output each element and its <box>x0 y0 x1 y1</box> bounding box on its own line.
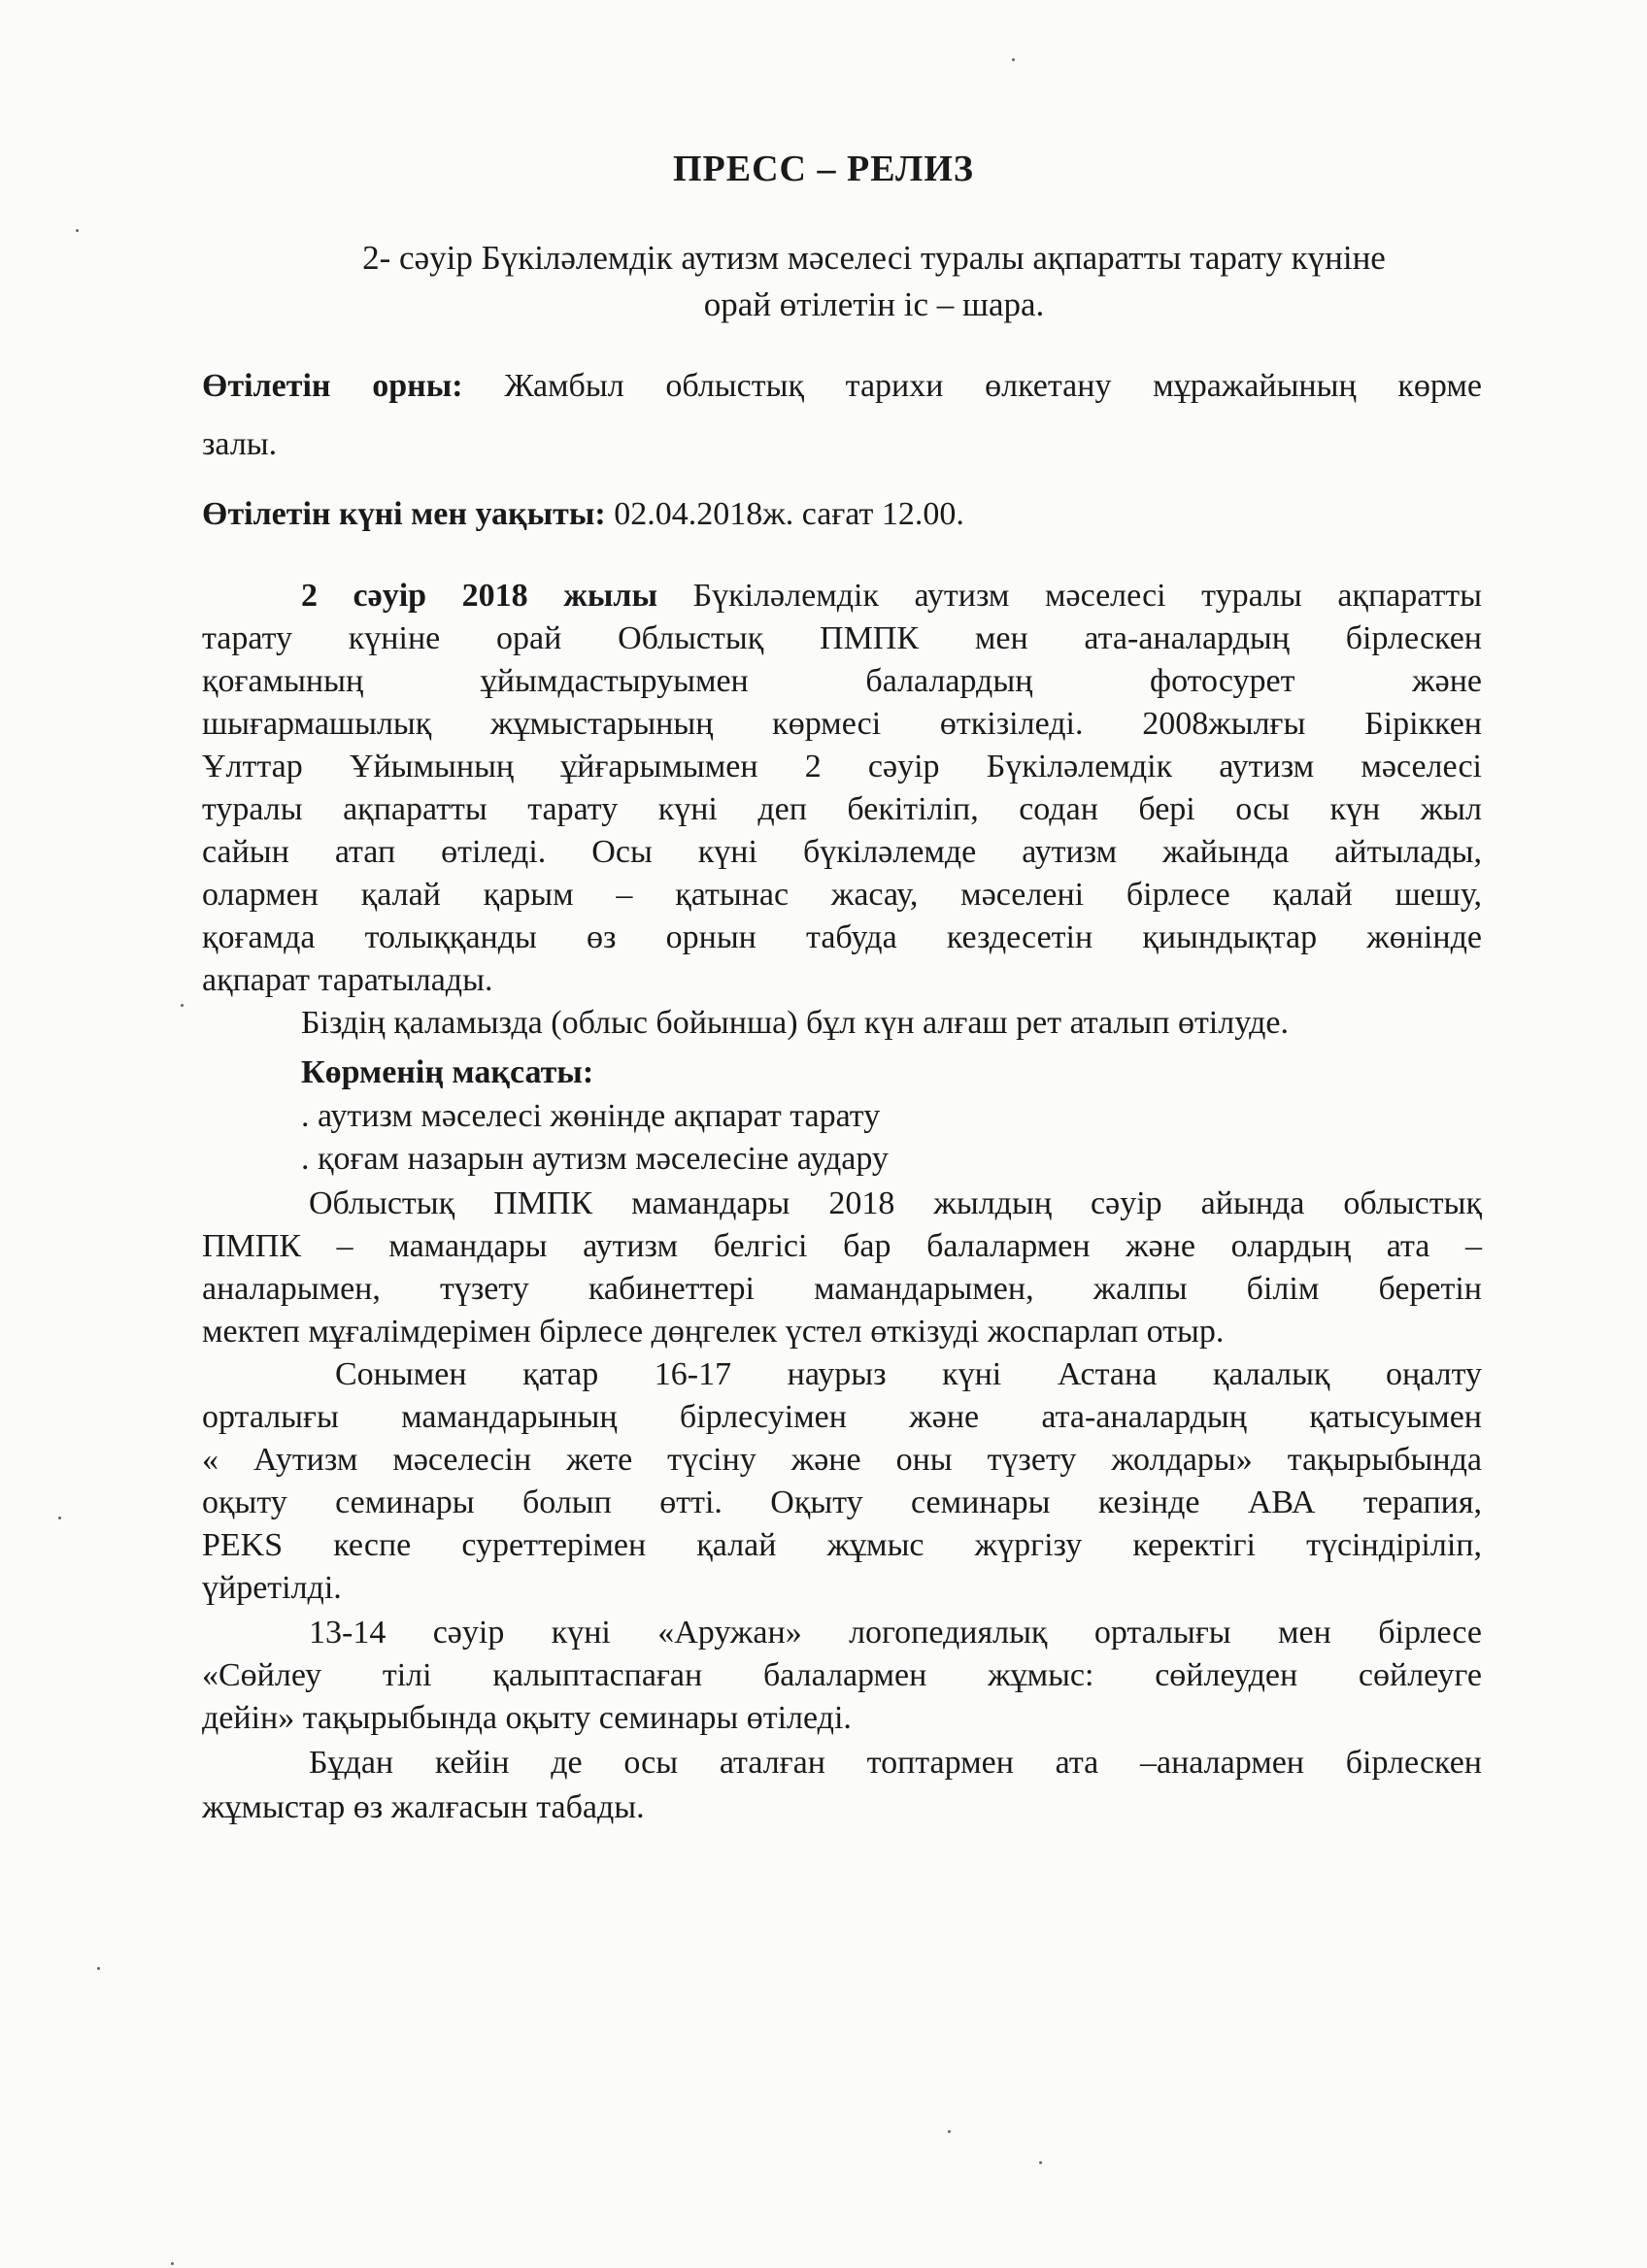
scan-speck <box>171 2262 174 2265</box>
para1-line-6: туралы ақпаратты тарату күні деп бекітіліп, содан бері осы күн жыл <box>202 791 1482 827</box>
scan-speck <box>1039 2161 1042 2164</box>
para1-line-2: тарату күніне орай Облыстық ПМПК мен ата-аналардың бірлескен <box>202 620 1482 656</box>
goals-heading: Көрменің мақсаты: <box>301 1054 594 1090</box>
para5-line-2: «Сөйлеу тілі қалыптаспаған балалармен жұмыс: сөйлеуден сөйлеуге <box>202 1657 1482 1693</box>
para1-line-9: қоғамда толыққанды өз орнын табуда кездесетін қиындықтар жөнінде <box>202 919 1482 955</box>
document-subtitle <box>243 235 1505 328</box>
datetime-value: 02.04.2018ж. сағат 12.00. <box>605 496 964 532</box>
para4-line-4: оқыту семинары болып өтті. Оқыту семинары кезінде АВА терапия, <box>202 1484 1482 1520</box>
datetime-label: Өтілетін күні мен уақыты: <box>202 496 606 532</box>
para1-lead: 2 сәуір 2018 жылы <box>301 578 658 614</box>
para3-line-4: мектеп мұғалімдерімен бірлесе дөңгелек үстел өткізуді жоспарлап отыр. <box>202 1314 1225 1350</box>
para6-line-2: жұмыстар өз жалғасын табады. <box>202 1789 645 1825</box>
para4-line-5: PEKS кеспе суреттерімен қалай жұмыс жүргізу керектігі түсіндіріліп, <box>202 1527 1482 1563</box>
venue-line-2: залы. <box>202 426 278 462</box>
document-title: ПРЕСС – РЕЛИЗ <box>673 149 974 189</box>
para2-line: Біздің қаламызда (облыс бойынша) бұл күн алғаш рет аталып өтілуде. <box>301 1005 1289 1041</box>
scan-speck <box>1012 58 1015 61</box>
para3-line-3: аналарымен, түзету кабинеттері мамандарымен, жалпы білім беретін <box>202 1271 1482 1307</box>
goal-item-2: . қоғам назарын аутизм мәселесіне аудару <box>301 1141 889 1177</box>
scan-speck <box>58 1517 61 1519</box>
scan-speck <box>948 2130 951 2133</box>
para1-line-4: шығармашылық жұмыстарының көрмесі өткізіледі. 2008жылғы Біріккен <box>202 706 1482 742</box>
datetime-line <box>202 493 1482 536</box>
para1-line-1: 2 сәуір 2018 жылы Бүкіләлемдік аутизм мәселесі туралы ақпаратты <box>301 578 1483 614</box>
para4-line-3: « Аутизм мәселесін жете түсіну және оны түзету жолдары» тақырыбында <box>202 1442 1482 1478</box>
para1-line-3: қоғамының ұйымдастыруымен балалардың фотосурет және <box>202 663 1482 699</box>
para3-line-2: ПМПК – мамандары аутизм белгісі бар балалармен және олардың ата – <box>202 1228 1482 1264</box>
para3-line-1: Облыстық ПМПК мамандары 2018 жылдың сәуір айында облыстық <box>309 1185 1482 1221</box>
para4-line-1: Сонымен қатар 16-17 наурыз күні Астана қалалық оңалту <box>335 1356 1482 1392</box>
para5-line-3: дейін» тақырыбында оқыту семинары өтіледі. <box>202 1700 852 1736</box>
para1-line-10: ақпарат таратылады. <box>202 962 493 998</box>
para1-line-7: сайын атап өтіледі. Осы күні бүкіләлемде аутизм жайында айтылады, <box>202 834 1482 870</box>
scan-speck <box>76 229 79 232</box>
venue-value: Жамбыл облыстық тарихи өлкетану мұражайының көрме <box>462 368 1482 404</box>
subtitle-line-2: орай өтілетін іс – шара. <box>703 285 1045 323</box>
para4-line-6: үйретілді. <box>202 1570 342 1606</box>
goal-item-1: . аутизм мәселесі жөнінде ақпарат тарату <box>301 1098 881 1134</box>
subtitle-line-1: 2- сәуір Бүкіләлемдік аутизм мәселесі туралы ақпаратты тарату күніне <box>362 239 1386 277</box>
scan-speck <box>181 1004 184 1007</box>
para4-line-2: орталығы мамандарының бірлесуімен және ата-аналардың қатысуымен <box>202 1399 1482 1435</box>
para1-line-8: олармен қалай қарым – қатынас жасау, мәселені бірлесе қалай шешу, <box>202 877 1482 913</box>
para5-line-1: 13-14 сәуір күні «Аружан» логопедиялық орталығы мен бірлесе <box>309 1615 1482 1651</box>
para1-line-5: Ұлттар Ұйымының ұйғарымымен 2 сәуір Бүкіләлемдік аутизм мәселесі <box>202 749 1482 784</box>
para6-line-1: Бұдан кейін де осы аталған топтармен ата –аналармен бірлескен <box>309 1745 1482 1781</box>
scan-speck <box>97 1967 100 1970</box>
venue-label: Өтілетін орны: <box>202 368 463 404</box>
venue-line-1 <box>202 365 1482 408</box>
